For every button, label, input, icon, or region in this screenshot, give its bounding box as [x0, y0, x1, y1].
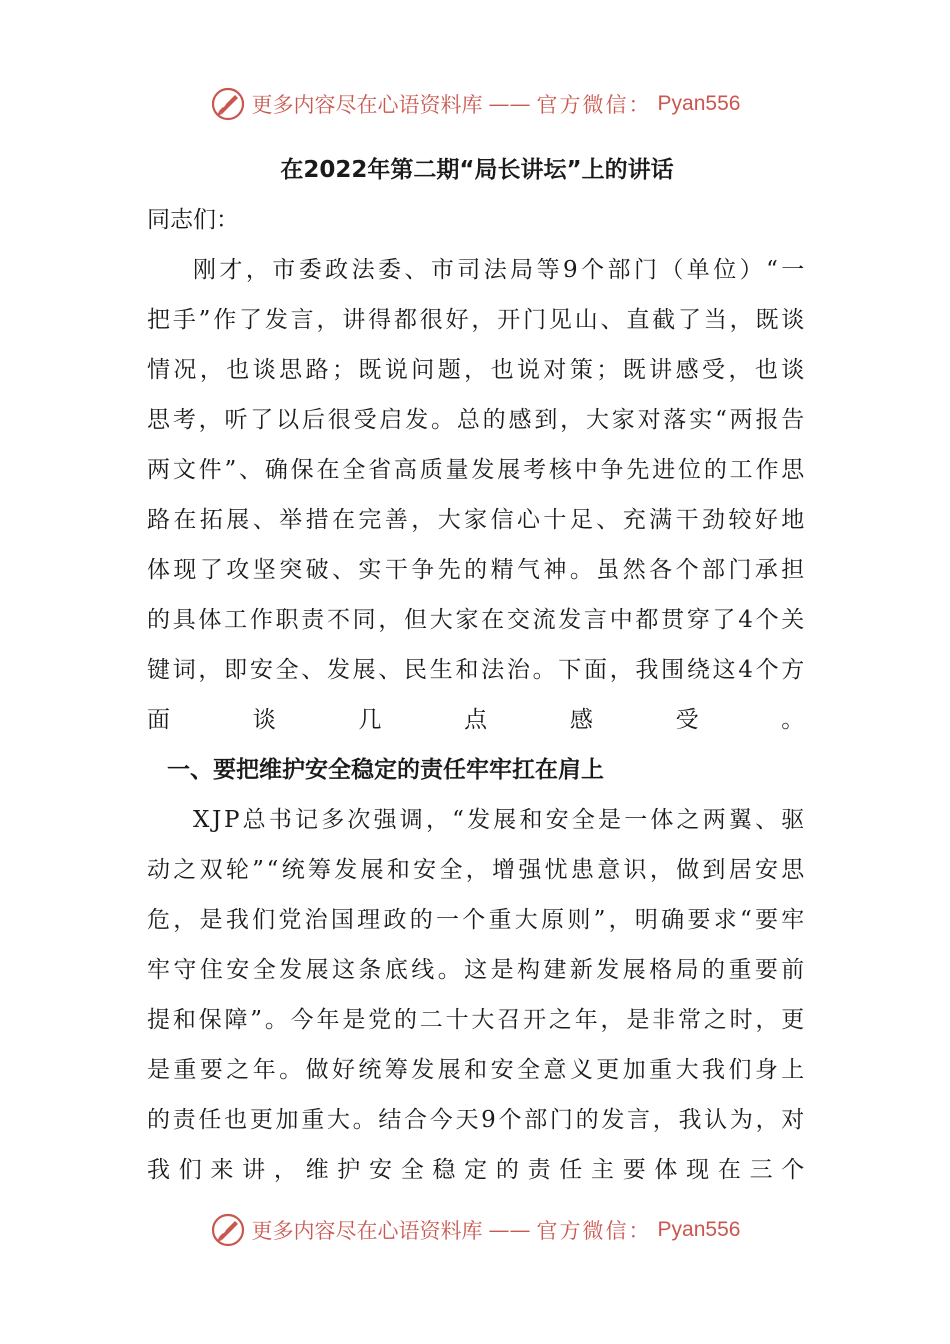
watermark-wechat-id: Pyan556 [657, 92, 741, 115]
watermark-brand: 更多内容尽在心语资料库 [251, 93, 483, 117]
watermark-brand: 更多内容尽在心语资料库 [251, 1219, 483, 1243]
pen-logo-icon [210, 86, 246, 122]
watermark-header [0, 82, 950, 126]
pen-logo-icon [210, 1212, 246, 1248]
paragraph-section-1: XJP总书记多次强调，“发展和安全是一体之两翼、驱动之双轮”“统筹发展和安全，增强忧患意识，做到居安思危，是我们党治国理政的一个重大原则”，明确要求“要牢牢守住安全发展这条底线。这是构建新发展格局的重要前提和保障”。今年是党的二十大召开之年，是非常之时，更是重要之年。做好统筹发展和安全意义更加重大我们身上的责任也更加重大。结合今天9个部门的发言，我认为，对我们来讲，维护安全稳定的责任主要体现在三个 [147, 807, 807, 1183]
watermark-dash: —— [488, 92, 531, 116]
document-title: 在2022年第二期“局长讲坛”上的讲话 [280, 157, 674, 183]
salutation: 同志们： [147, 207, 239, 233]
paragraph-opening: 刚才，市委政法委、市司法局等9个部门（单位）“一把手”作了发言，讲得都很好，开门见山、直截了当，既谈情况，也谈思路；既说问题，也说对策；既讲感受，也谈思考，听了以后很受启发。总的感到，大家对落实“两报告两文件”、确保在全省高质量发展考核中争先进位的工作思路在拓展、举措在完善，大家信心十足、充满干劲较好地体现了攻坚突破、实干争先的精气神。虽然各个部门承担的具体工作职责不同，但大家在交流发言中都贯穿了4个关键词，即安全、发展、民生和法治。下面，我围绕这4个方面谈几点感受。 [147, 257, 807, 733]
section-heading-1: 一、要把维护安全稳定的责任牢牢扛在肩上 [167, 757, 604, 783]
watermark-wechat-label: 官方微信： [536, 93, 652, 117]
watermark-footer [0, 1208, 950, 1252]
document-body [147, 145, 807, 1195]
watermark-wechat-id: Pyan556 [657, 1218, 741, 1241]
watermark-dash: —— [488, 1218, 531, 1242]
watermark-wechat-label: 官方微信： [536, 1219, 652, 1243]
